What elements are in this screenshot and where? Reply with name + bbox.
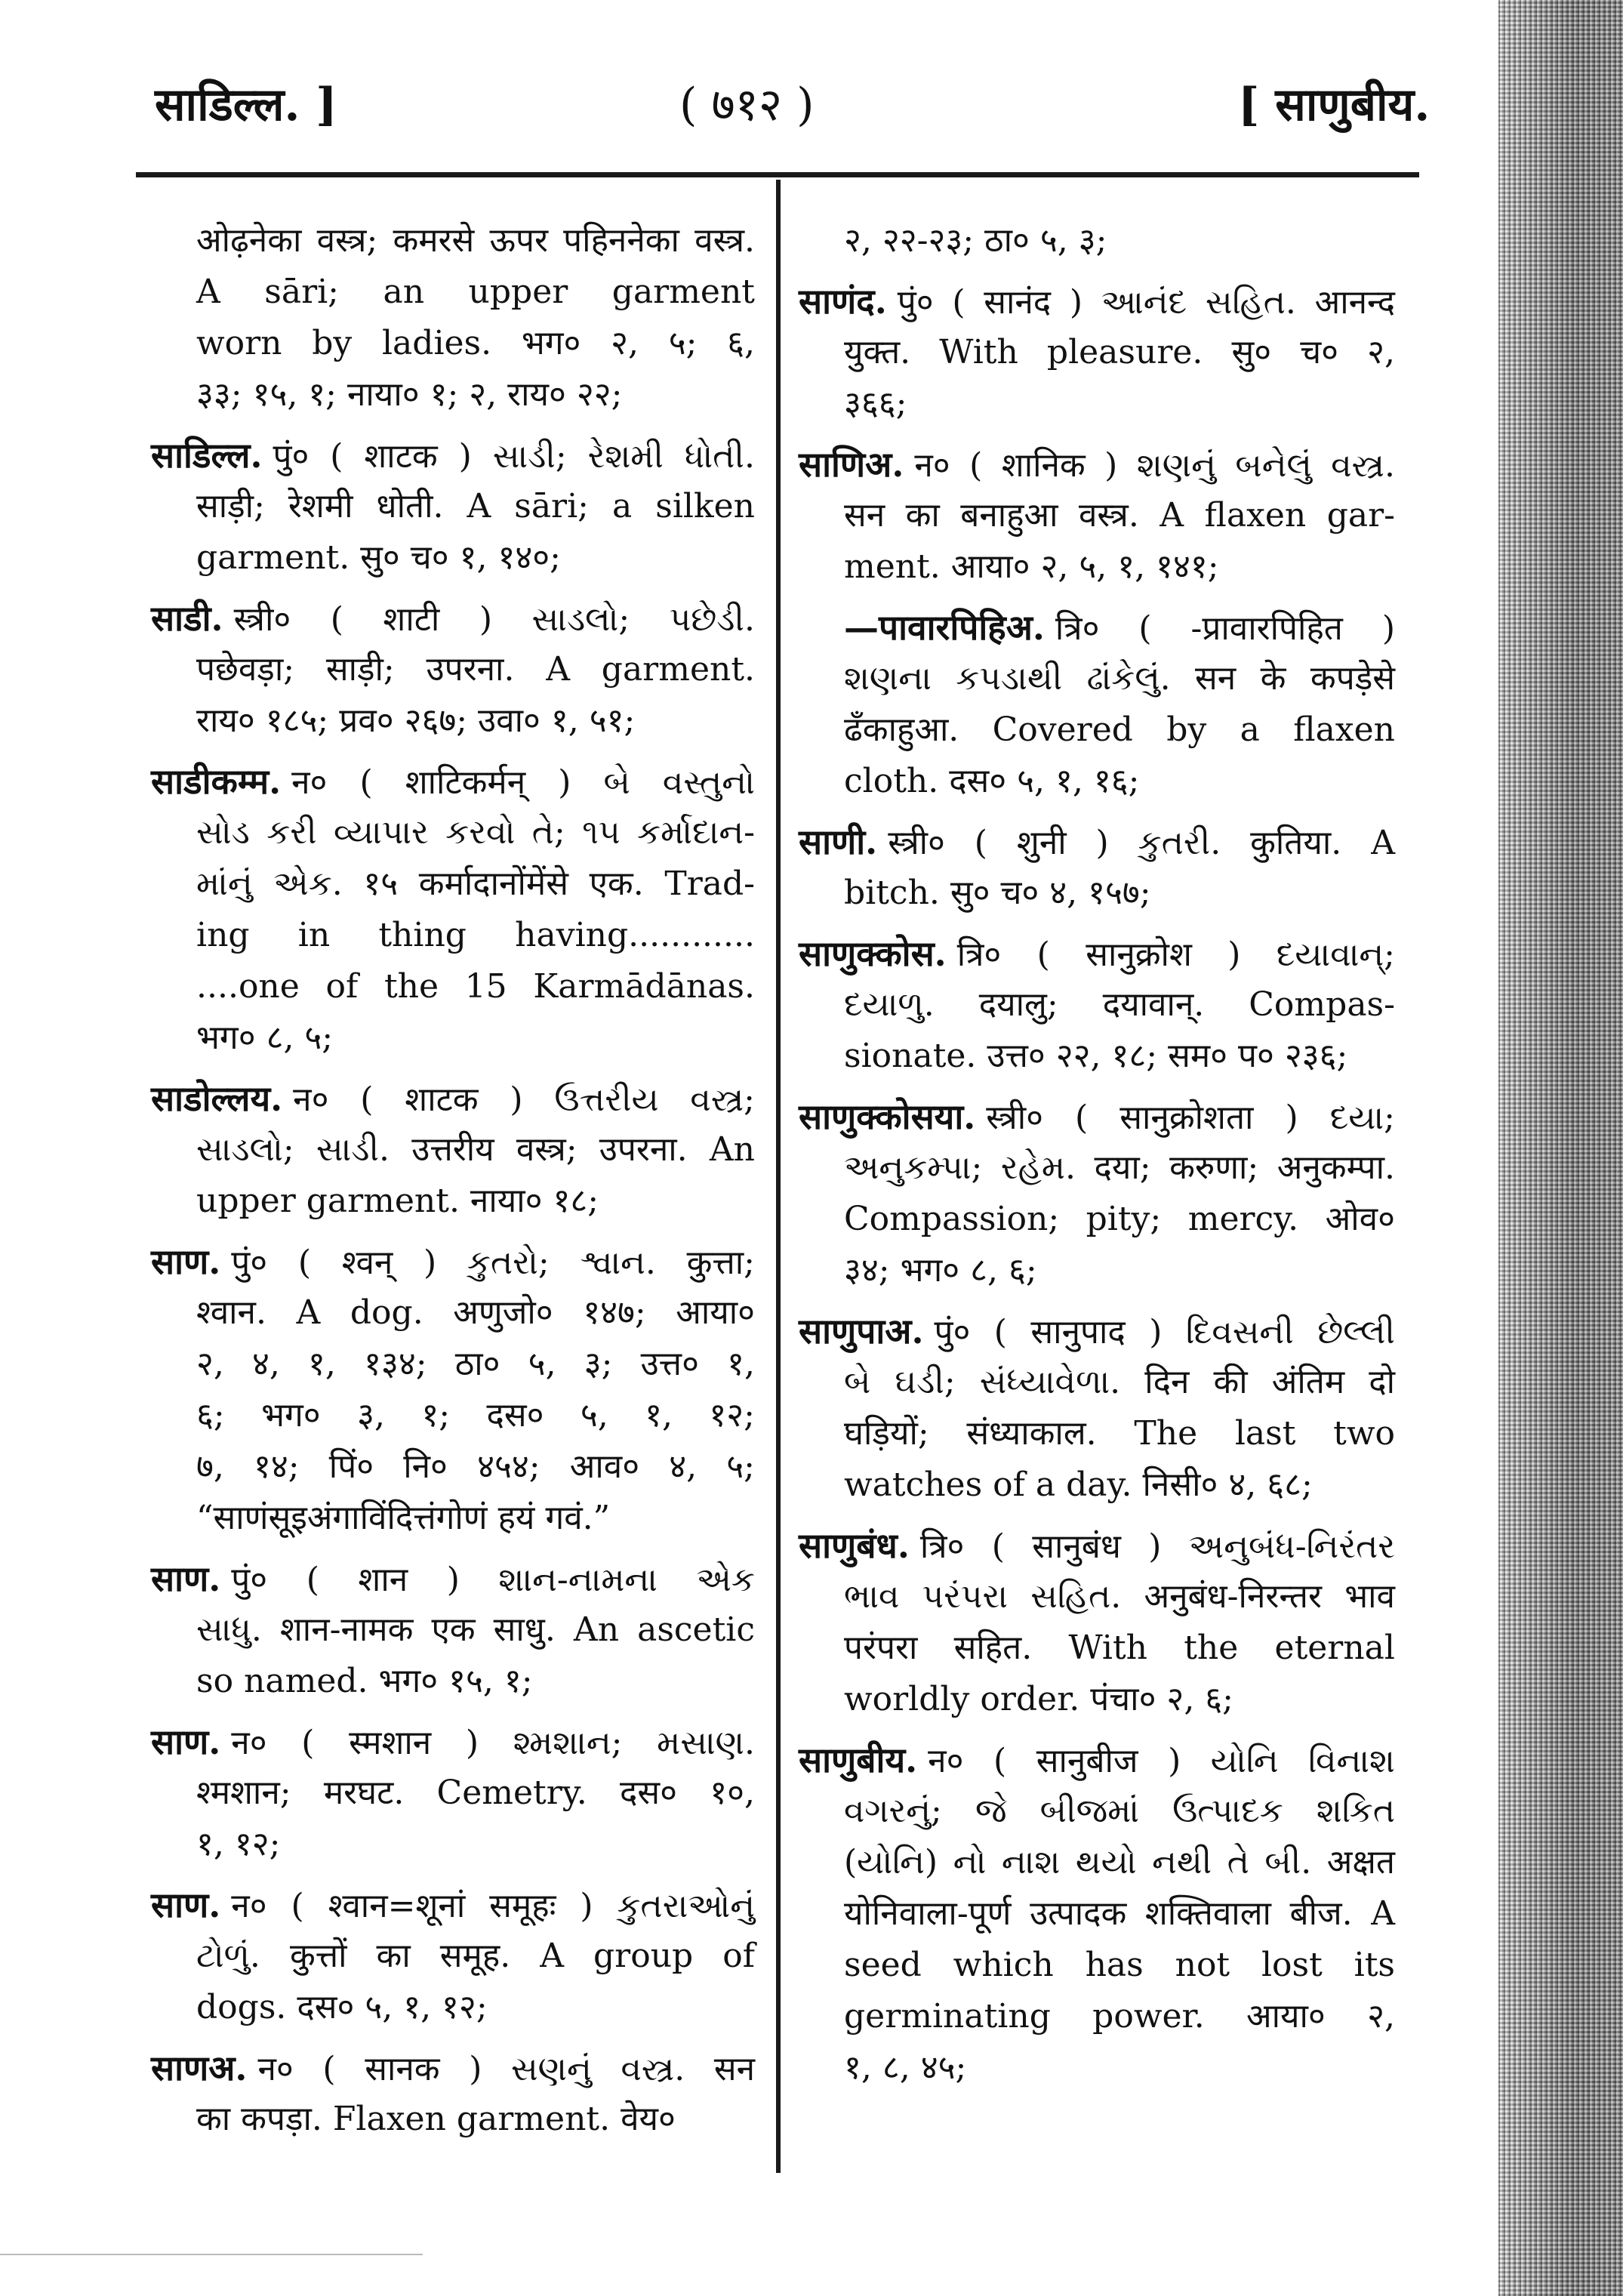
- entry-line: [151, 369, 755, 421]
- entry-line: [799, 1305, 1395, 1357]
- entry-line: [799, 1786, 1395, 1837]
- entry-continuation: [151, 215, 755, 421]
- entry-text: न० ( शाटक ) ઉત્તરીય વસ્ત્ર;: [293, 1080, 755, 1119]
- headword: साणंद.: [799, 281, 887, 322]
- headword: साणिअ.: [799, 444, 904, 485]
- entry-line: [799, 1674, 1395, 1725]
- entry-line: [799, 1888, 1395, 1940]
- entry-text: સાડલો; સાડી. उत्तरीय वस्त्र; उपरना. An: [196, 1130, 755, 1169]
- entry-line: [799, 816, 1395, 868]
- entry-line: [151, 1176, 755, 1227]
- entry-text: पुं० ( शान ) શાન-નામના એક: [231, 1561, 755, 1599]
- headword: साणुबीय.: [799, 1740, 918, 1780]
- entry-text: દયાળુ. दयालु; दयावान्. Compas-: [844, 985, 1395, 1024]
- entry-line: [151, 2094, 755, 2145]
- entry-text: cloth. दस० ५, १, १६;: [844, 762, 1140, 800]
- entry-text: न० ( सानुबीज ) યોનિ વિનાશ: [928, 1742, 1395, 1780]
- entry-text: Compassion; pity; mercy. ओव०: [844, 1200, 1395, 1238]
- entry-text: त्रि० ( सानुक्रोश ) દયાવાન્;: [956, 935, 1395, 974]
- entry-text: २, ४, १, १३४; ठा० ५, ३; उत्त० १,: [196, 1345, 755, 1383]
- entry-line: [799, 1031, 1395, 1082]
- entry-text: A sāri; an upper garment: [196, 273, 755, 311]
- headword: साडीकम्म.: [151, 761, 282, 802]
- column-divider: [776, 180, 781, 2173]
- entry-text: “साणंसूइअंगाविंदित्तंगोणं हयं गवं.”: [196, 1499, 611, 1537]
- entry-text: ६; भग० ३, १; दस० ५, १, १२;: [196, 1396, 755, 1435]
- entry-text: garment. सु० च० १, १४०;: [196, 538, 561, 577]
- entry-line: [151, 910, 755, 961]
- entry-line: [151, 430, 755, 481]
- entry-line: [151, 215, 755, 267]
- entry-line: [799, 378, 1395, 430]
- entry-line: [151, 1287, 755, 1339]
- dictionary-entry: [151, 756, 755, 1064]
- headword: साणअ.: [151, 2048, 248, 2088]
- entry-text: worn by ladies. भग० २, ५; ६,: [196, 324, 755, 362]
- entry-text: ओढ़नेका वस्त्र; कमरसे ऊपर पहिननेका वस्त्र.: [196, 221, 755, 260]
- entry-text: sionate. उत्त० २२, १८; सम० प० २३६;: [844, 1037, 1348, 1075]
- headword: साण.: [151, 1241, 221, 1282]
- entry-line: [151, 1012, 755, 1064]
- entry-line: [799, 1142, 1395, 1194]
- entry-line: [151, 1441, 755, 1493]
- entry-line: [151, 1339, 755, 1390]
- entry-line: [799, 490, 1395, 541]
- entry-line: [151, 756, 755, 807]
- entry-line: [799, 439, 1395, 490]
- entry-text: पुं० ( सानुपाद ) દિવસની છેલ્લી: [934, 1313, 1395, 1351]
- entry-line: [799, 1940, 1395, 1991]
- entry-text: का कपड़ा. Flaxen garment. वेय०: [196, 2100, 676, 2138]
- entry-line: [151, 1124, 755, 1176]
- headword: साणी.: [799, 821, 878, 862]
- entry-text: upper garment. नाया० १८;: [196, 1182, 599, 1220]
- entry-line: [151, 1604, 755, 1656]
- running-head-right: [ साणुबीय.: [1238, 79, 1431, 131]
- entry-line: [799, 1571, 1395, 1623]
- entry-text: योनिवाला-पूर्ण उत्पादक शक्तिवाला बीज. A: [844, 1894, 1395, 1933]
- dictionary-entry: [799, 439, 1395, 593]
- entry-text: ટોળું. कुत्तों का समूह. A group of: [196, 1937, 755, 1975]
- entry-text: २, २२-२३; ठा० ५, ३;: [844, 221, 1107, 260]
- dictionary-entry: [799, 816, 1395, 919]
- footer-rule: [0, 2254, 423, 2255]
- sub-headword: —पावारपिहिअ.: [844, 607, 1045, 648]
- entry-text: त्रि० ( -प्रावारपिहित ): [1055, 609, 1395, 648]
- entry-text: ....one of the 15 Karmādānas.: [196, 967, 755, 1006]
- left-column: [151, 215, 755, 2154]
- entry-line: [151, 1716, 755, 1767]
- entry-line: [151, 807, 755, 858]
- headword: साणुपाअ.: [799, 1311, 924, 1351]
- dictionary-entry: [151, 1073, 755, 1227]
- entry-text: १, १२;: [196, 1825, 281, 1863]
- entry-text: bitch. सु० च० ४, १५७;: [844, 874, 1151, 912]
- entry-line: [799, 868, 1395, 919]
- entry-line: [799, 1837, 1395, 1888]
- dictionary-entry: [799, 928, 1395, 1082]
- entry-text: ३४; भग० ८, ६;: [844, 1251, 1037, 1290]
- entry-text: ७, १४; पिं० नि० ४५४; आव० ४, ५;: [196, 1447, 755, 1486]
- dictionary-entry: [799, 276, 1395, 430]
- entry-text: सन का बनाहुआ वस्त्र. A flaxen gar-: [844, 496, 1395, 535]
- dictionary-entry: [151, 1879, 755, 2033]
- headword: साणुक्कोसया.: [799, 1096, 976, 1137]
- entry-line: [151, 1493, 755, 1544]
- entry-text: स्त्री० ( सानुक्रोशता ) દયા;: [986, 1099, 1395, 1137]
- entry-line: [151, 1767, 755, 1819]
- entry-line: [799, 1091, 1395, 1142]
- entry-line: [799, 602, 1395, 653]
- entry-text: (યોનિ) નો નાશ થયો નથી તે બી. अक्षत: [844, 1843, 1395, 1881]
- entry-text: seed which has not lost its: [844, 1946, 1395, 1984]
- entry-text: न० ( श्वान=शूनां समूहः ) કુતરાઓનું: [231, 1887, 755, 1925]
- entry-text: dogs. दस० ५, १, १२;: [196, 1988, 488, 2026]
- entry-text: વગરનું; જે બીજમાં ઉત્પાદક શકિત: [844, 1792, 1395, 1830]
- entry-text: germinating power. आया० २,: [844, 1997, 1395, 2036]
- entry-line: [151, 267, 755, 318]
- headword: साणुक्कोस.: [799, 933, 947, 974]
- entry-text: घड़ियों; संध्याकाल. The last two: [844, 1414, 1395, 1453]
- entry-text: न० ( शाटिकर्मन् ) બે વસ્તુનો: [291, 763, 755, 802]
- headword: साण.: [151, 1721, 221, 1762]
- entry-text: पुं० ( श्वन् ) કુતરો; શ્વાન. कुत्ता;: [231, 1244, 755, 1282]
- entry-text: ढँकाहुआ. Covered by a flaxen: [844, 710, 1395, 749]
- entry-line: [799, 756, 1395, 807]
- entry-text: पुं० ( शाटक ) સાડી; રેશમી ધોતી.: [273, 437, 755, 476]
- entry-line: [799, 215, 1395, 267]
- entry-line: [799, 1357, 1395, 1408]
- headword: साणुबंध.: [799, 1525, 910, 1566]
- entry-text: સોડ કરી વ્યાપાર કરવો તે; ૧૫ કર્માદાન-: [196, 813, 755, 852]
- dictionary-entry: [151, 593, 755, 747]
- entry-text: માંનું એક. १५ कर्मादानोंमेंसे एक. Trad-: [196, 864, 755, 903]
- entry-text: युक्त. With pleasure. सु० च० २,: [844, 333, 1395, 371]
- entry-text: न० ( सानक ) સણનું વસ્ત્ર. सन: [257, 2050, 755, 2088]
- headword: साडिल्ल.: [151, 435, 263, 476]
- entry-text: परंपरा सहित. With the eternal: [844, 1629, 1395, 1667]
- entry-text: १, ८, ४५;: [844, 2048, 967, 2087]
- dictionary-entry: [151, 1553, 755, 1707]
- dictionary-entry: [799, 1305, 1395, 1511]
- headword: साण.: [151, 1885, 221, 1925]
- entry-line: [799, 1734, 1395, 1786]
- entry-line: [799, 979, 1395, 1031]
- entry-text: ment. आया० २, ५, १, १४१;: [844, 547, 1219, 586]
- entry-line: [151, 644, 755, 695]
- entry-line: [151, 1073, 755, 1124]
- entry-line: [151, 1236, 755, 1287]
- entry-line: [151, 858, 755, 910]
- entry-line: [151, 481, 755, 532]
- entry-line: [151, 318, 755, 369]
- entry-line: [799, 1245, 1395, 1296]
- entry-text: पछेवड़ा; साड़ी; उपरना. A garment.: [196, 650, 755, 689]
- entry-line: [799, 327, 1395, 378]
- entry-line: [151, 1819, 755, 1870]
- entry-text: worldly order. पंचा० २, ६;: [844, 1680, 1233, 1718]
- dictionary-entry: [151, 1716, 755, 1870]
- entry-text: બે ઘડી; સંધ્યાવેળા. दिन की अंतिम दो: [844, 1363, 1395, 1401]
- entry-text: न० ( स्मशान ) શ્મશાન; મસાણ.: [231, 1724, 755, 1762]
- scan-edge-shadow: [1498, 0, 1623, 2296]
- entry-text: स्त्री० ( शुनी ) કુતરી. कुतिया. A: [888, 824, 1395, 862]
- entry-text: स्त्री० ( शाटी ) સાડલો; પછેડી.: [233, 600, 755, 639]
- entry-line: [799, 928, 1395, 979]
- entry-line: [799, 1991, 1395, 2042]
- entry-line: [151, 532, 755, 584]
- entry-line: [151, 1982, 755, 2033]
- entry-line: [799, 704, 1395, 756]
- entry-line: [799, 276, 1395, 327]
- entry-line: [151, 1931, 755, 1982]
- entry-line: [799, 1194, 1395, 1245]
- entry-line: [799, 1623, 1395, 1674]
- headword: साडोल्लय.: [151, 1078, 283, 1119]
- entry-line: [799, 2042, 1395, 2094]
- dictionary-entry: [799, 1520, 1395, 1725]
- entry-text: શણના કપડાથી ઢાંકેલું. सन के कपड़ेसे: [844, 659, 1395, 698]
- page-number: ( ७१२ ): [679, 79, 815, 131]
- entry-line: [799, 653, 1395, 704]
- dictionary-entry: [799, 1734, 1395, 2094]
- entry-line: [151, 695, 755, 747]
- entry-text: पुं० ( सानंद ) આનંદ સહિત. आनन्द: [897, 283, 1395, 322]
- entry-text: સાધુ. शान-नामक एक साधु. An ascetic: [196, 1610, 755, 1649]
- entry-line: [799, 1459, 1395, 1511]
- entry-line: [799, 541, 1395, 593]
- dictionary-entry: [151, 2042, 755, 2145]
- header-rule: [136, 172, 1419, 177]
- entry-text: श्मशान; मरघट. Cemetry. दस० १०,: [196, 1774, 755, 1812]
- entry-line: [151, 961, 755, 1012]
- entry-text: ભાવ પરંપરા સહિત. अनुबंध-निरन्तर भाव: [844, 1577, 1395, 1616]
- entry-text: श्वान. A dog. अणुजो० १४७; आया०: [196, 1293, 755, 1332]
- headword: साडी.: [151, 598, 223, 639]
- right-column: [799, 215, 1395, 2103]
- entry-text: भग० ८, ५;: [196, 1019, 334, 1057]
- entry-text: साड़ी; रेशमी धोती. A sāri; a silken: [196, 487, 755, 525]
- dictionary-entry: [799, 1091, 1395, 1296]
- entry-text: watches of a day. निसी० ४, ६८;: [844, 1465, 1313, 1504]
- entry-line: [151, 1879, 755, 1931]
- running-head-left: साडिल्ल. ]: [155, 79, 337, 131]
- entry-line: [799, 1408, 1395, 1459]
- entry-line: [799, 1520, 1395, 1571]
- entry-text: त्रि० ( सानुबंध ) અનુબંધ-નિરંતર: [919, 1527, 1395, 1566]
- entry-continuation: [799, 602, 1395, 807]
- entry-text: ing in thing having............: [196, 916, 755, 954]
- headword: साण.: [151, 1558, 221, 1599]
- dictionary-entry: [151, 1236, 755, 1544]
- entry-continuation: [799, 215, 1395, 267]
- entry-line: [151, 593, 755, 644]
- entry-text: અનુકમ્પા; રહેમ. दया; करुणा; अनुकम्पा.: [844, 1148, 1395, 1187]
- entry-text: राय० १८५; प्रव० २६७; उवा० १, ५१;: [196, 701, 636, 740]
- entry-text: न० ( शानिक ) શણનું બનેલું વસ્ત્ર.: [914, 446, 1395, 485]
- entry-line: [151, 1390, 755, 1441]
- entry-line: [151, 1553, 755, 1604]
- entry-text: ३३; १५, १; नाया० १; २, राय० २२;: [196, 375, 623, 414]
- dictionary-entry: [151, 430, 755, 584]
- entry-line: [151, 2042, 755, 2094]
- entry-line: [151, 1656, 755, 1707]
- entry-text: ३६६;: [844, 384, 907, 423]
- entry-text: so named. भग० १५, १;: [196, 1662, 533, 1700]
